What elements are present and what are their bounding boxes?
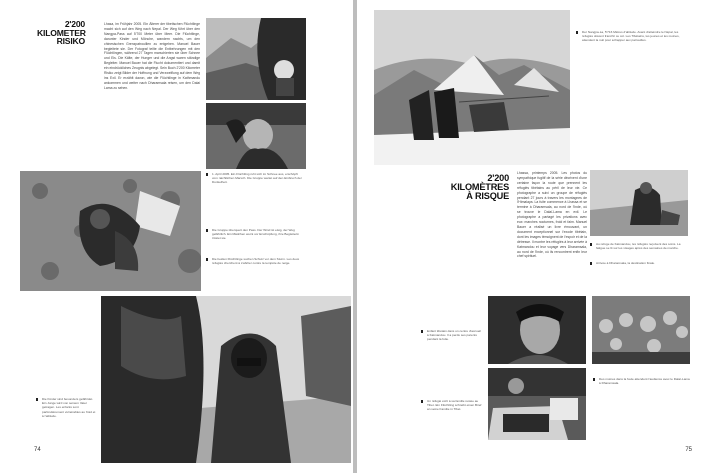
page-number-left: 74 [34, 447, 41, 453]
page-number-right: 75 [685, 447, 692, 453]
title-line: KILOMETER [37, 27, 86, 38]
caption-marker [421, 330, 423, 333]
photo-crowd-monks [592, 296, 690, 364]
right-page-title [417, 174, 509, 202]
caption-marker [421, 400, 423, 403]
title-line: À RISQUE [466, 191, 509, 202]
left-page-title [37, 20, 85, 46]
right-body-text: Lhassa, printemps 2005. Les photos du sympathique fugitif de la série décrivent d'une certaine façon la route que prennent les réfugiés tibétains au péril de leur vie. Ce photographe a suivi un groupe de réfugiés pendant 27 jours à travers les montagnes de l'Himalaya. La fuite commence à Lhassa et se termine à Dharamsala, au nord de l'Inde, où se trouve le Dalaï-Lama en exil. Le photographe a partagé les privations avec eux: marches nocturnes, froid et faim. Manuel Bauer a réalisé un livre émouvant, un document exceptionnel sur l'exode tibétain, dont les images témoignent de l'espoir et de la détresse. Il montre les réfugiés à leur arrivée à Katmandou et leur voyage vers Dharamsala, au nord de l'Inde, où ils rencontrent enfin leur chef spirituel. [517, 171, 587, 259]
photo-resting-figure [590, 170, 688, 236]
photo-woman-crying [206, 103, 306, 169]
photo-writing-letter [488, 368, 586, 440]
caption-marker [590, 243, 592, 246]
caption-marker [206, 173, 208, 176]
title-line: RISIKO [56, 36, 85, 47]
title-line: 2'200 [64, 19, 85, 29]
photo-plane-window [206, 18, 306, 100]
left-page [0, 0, 353, 473]
left-caption-2: Die Gruppe überquert den Pass. Der Wind ist eisig, der Weg gefährlich. Ein Mädchen weint vor Erschöpfung, ihre Begleiterin tröstet sie. [212, 228, 300, 241]
left-body-text: Lhasa, im Frühjahr 2005. Ein Älterer der tibetischen Flüchtlinge macht sich auf den Weg nach Nepal. Der Weg führt über den Nangpa-Pass auf 5'700 Meter über Meer. Die Flüchtlinge, darunter Kinder und Mönche, wandern nachts, um den chinesischen Grenzpatrouillen zu entgehen. Manuel Bauer begleitete sie. Der Fotograf teilte die Entbehrungen mit den Flüchtlingen, während 27 Tagen marschierten sie über Schnee und Eis. Die Kälte, der Hunger und die Angst waren ständige Begleiter. Manuel Bauer hat die Flucht dokumentiert und damit ein eindrückliches Zeugnis abgelegt. Sein Buch 2'200 Kilometer Risiko zeigt Bilder der Hoffnung und Verzweiflung auf dem Weg ins Exil. Er erzählt davon, wie die Flüchtlinge in Kathmandu ankommen und weiter nach Dharamsala reisen, um den Dalai Lama zu sehen. [104, 22, 200, 90]
right-small-caption: Un réfugié écrit à sa famille restée au Tibet. Ein Flüchtling schreibt einen Brief an seine Familie in Tibet. [427, 399, 482, 412]
caption-marker [206, 258, 208, 261]
right-mid-caption-2: Arrivée à Dharamsala, la destination finale. [596, 261, 655, 265]
photo-refugees-wind [101, 296, 351, 463]
right-bottom-caption-1: Enfant tibétain dans un centre d'accueil à Katmandou. Il a perdu ses parents pendant la fuite. [427, 329, 481, 342]
title-line: KILOMÈTRES [450, 182, 509, 193]
right-bottom-caption-2: Des moines dans la foule attendent l'audience avec le Dalaï-Lama à Dharamsala. [599, 377, 690, 386]
caption-marker [590, 262, 592, 265]
right-top-caption: Der Nangpa-La, 5'716 Mètres d'altitude. Avant d'atteindre le Népal, les réfugiés doivent franchir ce col. Les Tibétains, les jeunes et les moines, attendent la nuit pour échapper aux patrouilles. [582, 30, 680, 43]
photo-child-face [488, 296, 586, 364]
left-caption-1: 1. April 2005. Ein Flüchtling ruht sich im Schnee aus, erschöpft vom nächtlichen Marsch. Die Gruppe wartet auf den Einbruch der Dunkelheit. [212, 172, 302, 185]
photo-resting-refugees [20, 171, 201, 291]
right-mid-caption-1: Au refuge de Katmandou, les réfugiés reçoivent des soins. La fatigue se lit sur les visages après des semaines de marche. [596, 242, 681, 251]
title-line: 2'200 [487, 173, 509, 183]
caption-marker [593, 378, 595, 381]
photo-mountain-pass [374, 10, 570, 165]
left-caption-3: Die beiden Flüchtlinge suchen Schutz vor dem Sturm. Les deux réfugiés cherchent à s'abriter contre la tempête de neige. [212, 257, 300, 266]
left-bottom-caption: Die Kinder sind besonders gefährdet. Ein Junge wird von seinem Vater getragen. Les enfants sont particulièrement vulnérables au froid et à l'altitude. [42, 397, 96, 418]
caption-marker [206, 229, 208, 232]
caption-marker [576, 31, 578, 34]
caption-marker [36, 398, 38, 401]
right-page [357, 0, 710, 473]
